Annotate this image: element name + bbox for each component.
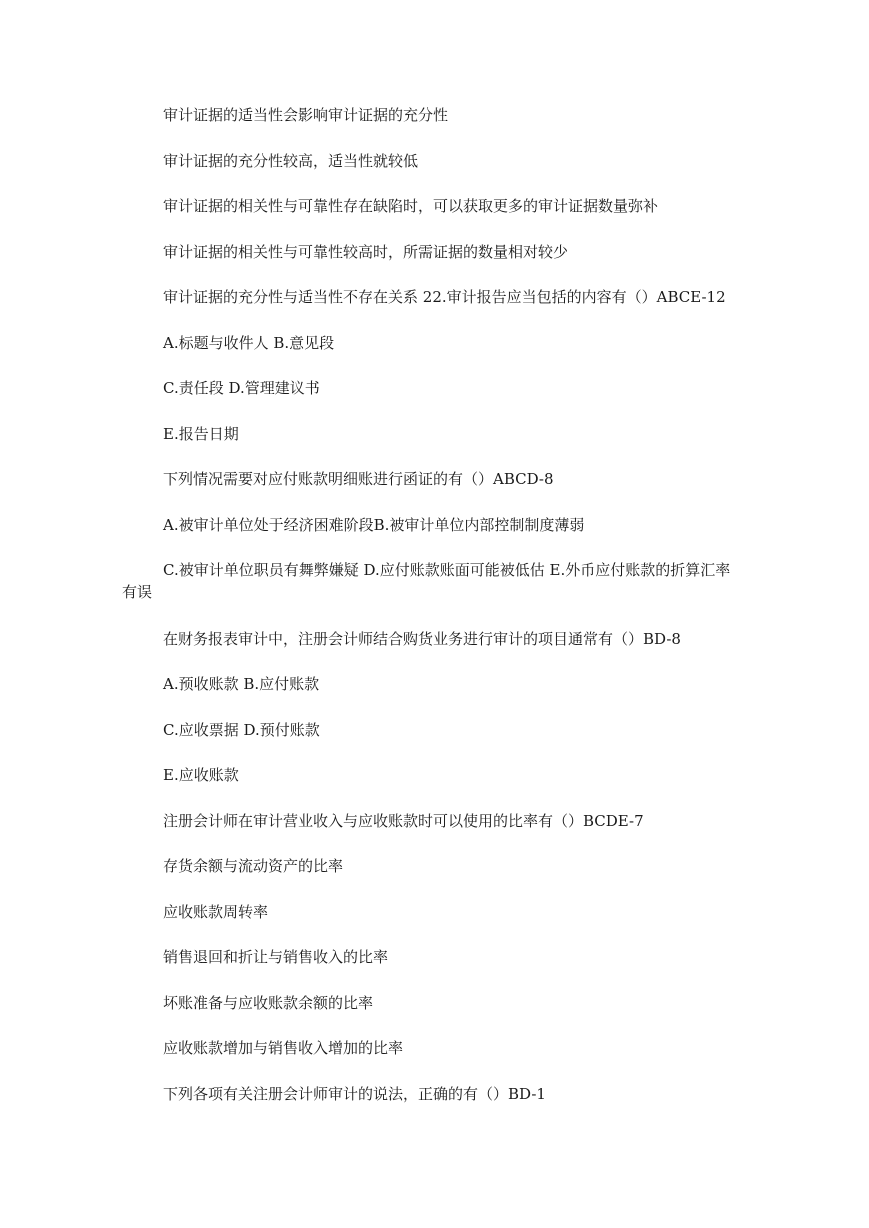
- paragraph: 审计证据的相关性与可靠性较高时，所需证据的数量相对较少: [163, 243, 569, 261]
- paragraph: 在财务报表审计中，注册会计师结合购货业务进行审计的项目通常有（）BD-8: [163, 630, 681, 648]
- paragraph: 销售退回和折让与销售收入的比率: [163, 948, 389, 966]
- paragraph: 注册会计师在审计营业收入与应收账款时可以使用的比率有（）BCDE-7: [163, 812, 644, 830]
- paragraph: C.应收票据 D.预付账款: [163, 721, 320, 739]
- paragraph: 应收账款周转率: [163, 903, 269, 921]
- paragraph: E.报告日期: [163, 425, 239, 443]
- paragraph: 下列情况需要对应付账款明细账进行函证的有（）ABCD-8: [163, 470, 554, 488]
- paragraph: 审计证据的充分性与适当性不存在关系 22.审计报告应当包括的内容有（）ABCE-12: [163, 288, 726, 306]
- paragraph: C.责任段 D.管理建议书: [163, 379, 320, 397]
- paragraph: A.被审计单位处于经济困难阶段B.被审计单位内部控制制度薄弱: [163, 516, 585, 534]
- paragraph: A.预收账款 B.应付账款: [163, 675, 320, 693]
- paragraph: 审计证据的充分性较高，适当性就较低: [163, 152, 419, 170]
- paragraph: E.应收账款: [163, 766, 239, 784]
- paragraph: 坏账准备与应收账款余额的比率: [163, 994, 374, 1012]
- paragraph: 审计证据的相关性与可靠性存在缺陷时，可以获取更多的审计证据数量弥补: [163, 197, 659, 215]
- paragraph: 审计证据的适当性会影响审计证据的充分性: [163, 106, 449, 124]
- paragraph: 存货余额与流动资产的比率: [163, 857, 344, 875]
- paragraph: C.被审计单位职员有舞弊嫌疑 D.应付账款账面可能被低估 E.外币应付账款的折算汇率有误: [122, 561, 731, 601]
- paragraph: 应收账款增加与销售收入增加的比率: [163, 1039, 404, 1057]
- paragraph: A.标题与收件人 B.意见段: [163, 334, 335, 352]
- paragraph: 下列各项有关注册会计师审计的说法，正确的有（）BD-1: [163, 1085, 546, 1103]
